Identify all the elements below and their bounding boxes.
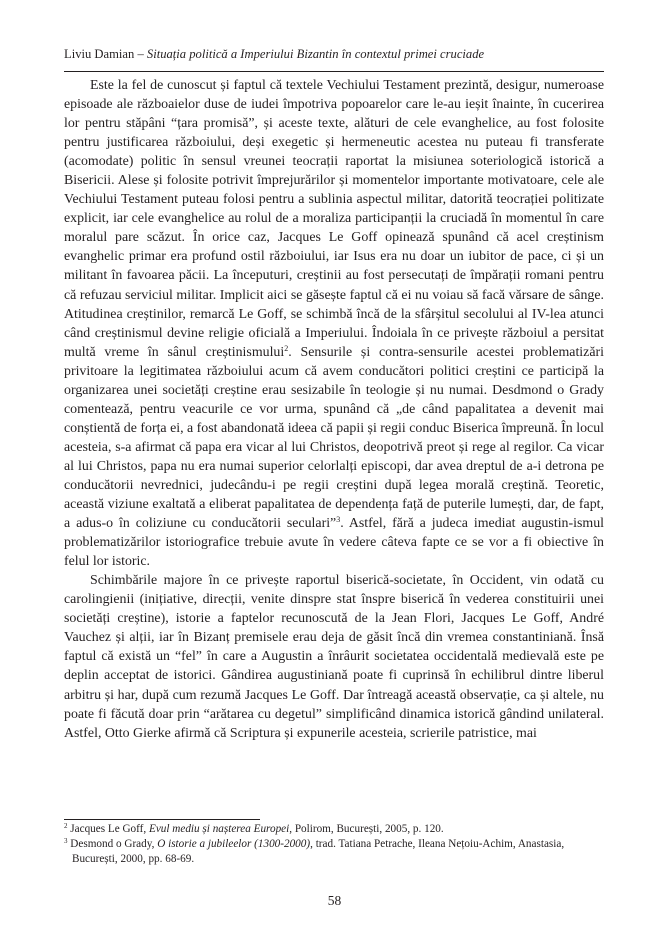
paragraph-text: . Sensurile și contra-sensurile acestei problematizări privitoare la legitimatea războiului acum că avem conducători politici creștini ce participă la organizarea unei societăți creștine erau sesizabile în teologie și nu numai. Desdmond o Grady comentează, pentru veacurile ce vor urma, spunând că „de când papalitatea a devenit mai conștientă de forța ei, a fost abandonată ideea că papii și regii conduc Biserica împreună. În locul acesteia, s-a afirmat că papa era vicar al lui Christos, deopotrivă preot și rege al regilor. Ca vicar al lui Christos, papa nu era numai superior celorlalți episcopi, dar avea dreptul de a-i detrona pe conducătorii nevrednici, judecându-i pe regii creștini după legea morală creștină. Teoretic, această viziune exaltată a eliberat papalitatea de dependența față de puterile lumești, dar, de fapt, a adus-o în coliziune cu conducătorii seculari” [64,344,604,532]
footnote-ref: 3 [336,515,341,525]
footnotes [64,822,604,868]
paragraph-text: Schimbările majore în ce privește raportul biserică-societate, în Occident, vin odată cu carolingienii (inițiative, direcții, venite dinspre stat înspre biserică în vederea constituirii unei societăți creștine), istorie a faptelor recunoscută de la Jean Flori, Jacques Le Goff, André Vauchez și alții, iar în Bizanț premisele erau deja de găsit încă din vremea constantiniană. Însă faptul că există un “fel” în care a Augustin a înrâurit societatea occidentală medievală este pe deplin acceptat de istorici. Gândirea augustiniană poate fi cuprinsă în echilibrul dintre liberul arbitru și har, după cum rezumă Jacques Le Goff. Dar întreagă această observație, ca și altele, nu poate fi făcută doar prin “arătarea cu degetul” simplificând dinamica istorică gândind unilateral. Astfel, Otto Gierke afirmă că Scriptura și expunerile acesteia, scrierile patristice, mai [64,573,604,741]
footnote-text: , trad. Tatiana Petrache, Ileana Nețoiu-Achim, Anastasia, București, 2000, pp. 68-69. [72,838,565,866]
footnote-rule [64,819,260,820]
paragraph [64,76,604,571]
footnote [64,822,604,837]
paragraph-text: Este la fel de cunoscut și faptul că textele Vechiului Testament prezintă, desigur, numeroase episoade ale războaielor duse de iudei împotriva popoarelor care le-au ieșit înainte, în cucerirea lor pentru stăpâni “țara promisă”, și aceste texte, alături de cele evanghelice, au fost folosite pentru justificarea războiului, deși exegetic și hermeneutic acestea nu puteau fi transferate (acomodate) politic în sensul vreunei teocrații raportat la misiunea soteriologică istorică a Bisericii. Alese și folosite potrivit împrejurărilor și momentelor importante motivatoare, cele ale Vechiului Testament puteau folosi pentru a sublinia aspectul militar, datorită teocrației politizate explicit, iar cele evanghelice au rolul de a moraliza participanții la cruciadă în momentul în care moralul pare scăzut. În orice caz, Jacques Le Goff opinează spunând că acel creștinism evanghelic primar era profund ostil războiului, iar Isus era nu doar un iubitor de pace, ci și un militant în favoarea păcii. La începuturi, creștinii au fost persecutați de împărații romani pentru că refuzau serviciul militar. Implicit aici se găsește faptul că ei nu voiau să facă vărsare de sânge. Atitudinea creștinilor, remarcă Le Goff, se schimbă încă de la sfârșitul secolului al IV-lea atunci când creștinismul devine religie oficială a Imperiului. Îndoiala în ce privește războiul a persitat multă vreme în sânul creștinismului [64,78,604,360]
page-number: 58 [327,893,342,908]
header-author: Liviu Damian [64,47,135,61]
footnote-work-title: Evul mediu și nașterea Europei [149,823,290,835]
paragraph-text: . Astfel, fără a judeca imediat augustin-ismul problematizărilor istoriografice trebuie avute în vedere câteva fapte ce se vor a fi obiective în felul lor istoric. [64,516,604,570]
header-separator: – [134,47,147,61]
footnote-ref: 2 [284,343,289,353]
header-rule [64,71,604,72]
footnote [64,837,604,867]
running-header [64,46,624,63]
header-title: Situația politică a Imperiului Bizantin în contextul primei cruciade [146,47,485,61]
paragraph [64,571,604,742]
footnote-work-title: O istorie a jubileelor (1300-2000) [157,838,311,851]
footnote-number: 2 [64,822,68,830]
footnote-text: , Polirom, București, 2005, p. 120. [289,823,444,835]
footnote-text: Desmond o Grady, [70,838,158,851]
footnote-number: 3 [64,837,68,846]
body-text [64,76,604,743]
footnote-text: Jacques Le Goff, [70,823,149,835]
